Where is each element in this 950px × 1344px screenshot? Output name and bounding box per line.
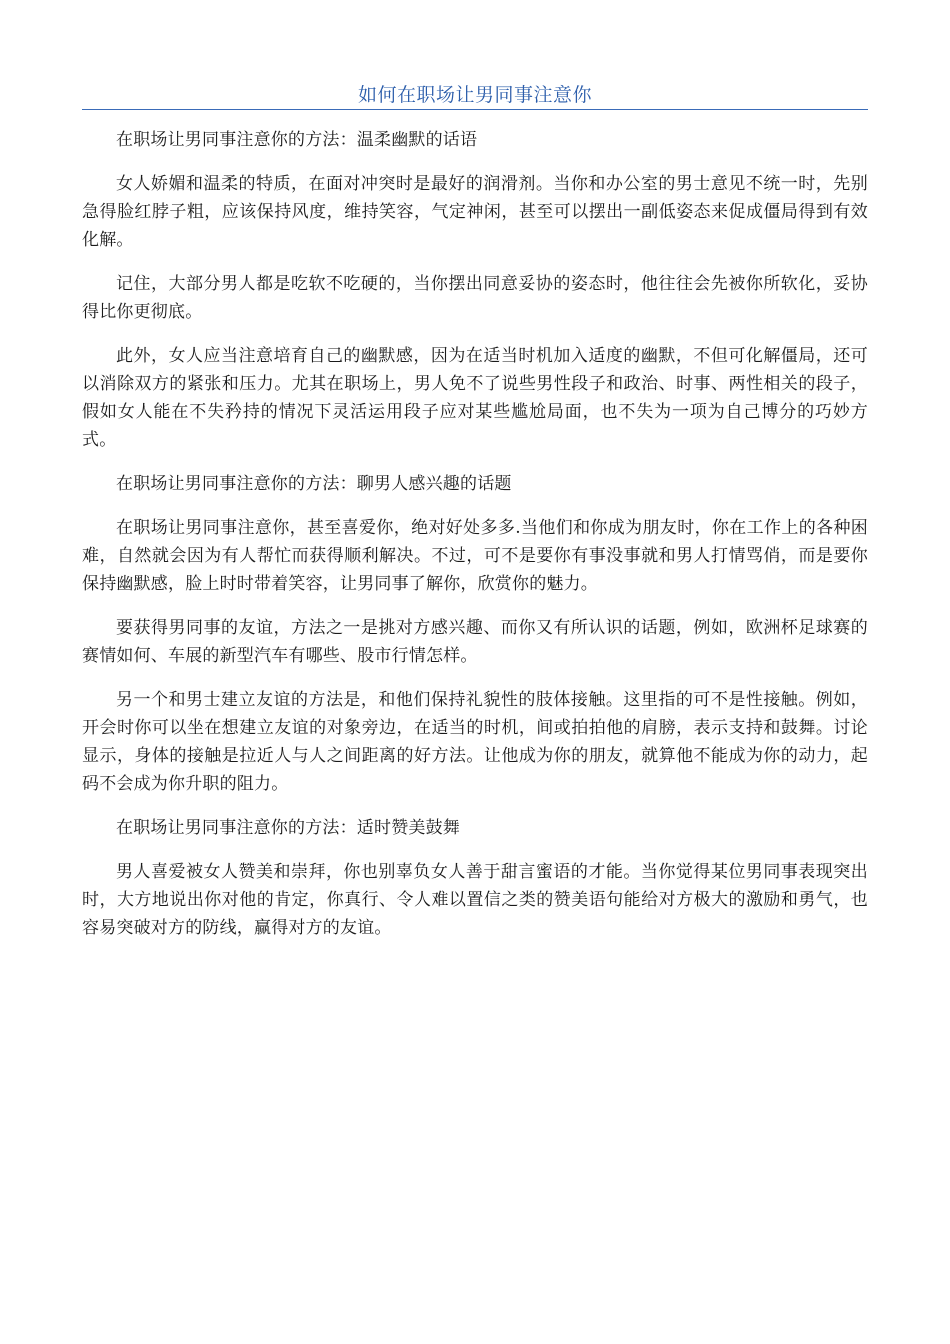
document-body xyxy=(82,126,868,958)
paragraph: 男人喜爱被女人赞美和崇拜，你也别辜负女人善于甜言蜜语的才能。当你觉得某位男同事表现突出时，大方地说出你对他的肯定，你真行、令人难以置信之类的赞美语句能给对方极大的激励和勇气，也容易突破对方的防线，赢得对方的友谊。 xyxy=(82,862,868,938)
section-heading-humor: 在职场让男同事注意你的方法：温柔幽默的话语 xyxy=(116,130,478,150)
section-heading-praise: 在职场让男同事注意你的方法：适时赞美鼓舞 xyxy=(116,818,460,838)
paragraph: 另一个和男士建立友谊的方法是，和他们保持礼貌性的肢体接触。这里指的可不是性接触。例如，开会时你可以坐在想建立友谊的对象旁边，在适当的时机，间或拍拍他的肩膀，表示支持和鼓舞。讨论显示，身体的接触是拉近人与人之间距离的好方法。让他成为你的朋友，就算他不能成为你的动力，起码不会成为你升职的阻力。 xyxy=(82,690,868,794)
document-title: 如何在职场让男同事注意你 xyxy=(357,84,592,106)
paragraph: 要获得男同事的友谊，方法之一是挑对方感兴趣、而你又有所认识的话题，例如，欧洲杯足球赛的赛情如何、车展的新型汽车有哪些、股市行情怎样。 xyxy=(82,618,868,666)
paragraph: 记住，大部分男人都是吃软不吃硬的，当你摆出同意妥协的姿态时，他往往会先被你所软化，妥协得比你更彻底。 xyxy=(82,274,868,322)
section-heading-topics: 在职场让男同事注意你的方法：聊男人感兴趣的话题 xyxy=(116,474,512,494)
title-underline xyxy=(82,109,868,110)
paragraph: 女人娇媚和温柔的特质，在面对冲突时是最好的润滑剂。当你和办公室的男士意见不统一时，先别急得脸红脖子粗，应该保持风度，维持笑容，气定神闲，甚至可以摆出一副低姿态来促成僵局得到有效化解。 xyxy=(82,174,868,250)
paragraph: 在职场让男同事注意你，甚至喜爱你，绝对好处多多.当他们和你成为朋友时，你在工作上的各种困难，自然就会因为有人帮忙而获得顺利解决。不过，可不是要你有事没事就和男人打情骂俏，而是要你保持幽默感，脸上时时带着笑容，让男同事了解你，欣赏你的魅力。 xyxy=(82,518,868,594)
paragraph: 此外，女人应当注意培育自己的幽默感，因为在适当时机加入适度的幽默，不但可化解僵局，还可以消除双方的紧张和压力。尤其在职场上，男人免不了说些男性段子和政治、时事、两性相关的段子，假如女人能在不失矜持的情况下灵活运用段子应对某些尴尬局面，也不失为一项为自己博分的巧妙方式。 xyxy=(82,346,868,450)
